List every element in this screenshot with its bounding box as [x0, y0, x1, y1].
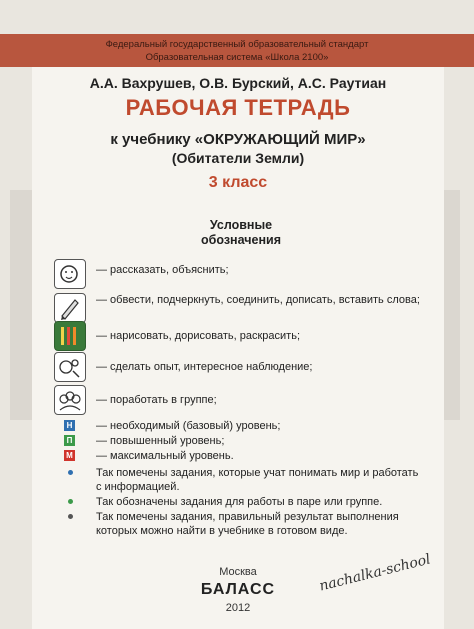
header-band: [0, 34, 474, 67]
pencil-icon: [54, 293, 86, 323]
system-line: Образовательная система «Школа 2100»: [145, 52, 329, 63]
marker-dot: [68, 514, 73, 519]
level-text: — максимальный уровень.: [96, 450, 234, 462]
year: 2012: [225, 602, 251, 614]
marker-dot: [68, 470, 73, 475]
level-text: — повышенный уровень;: [96, 435, 225, 447]
publisher-logo: БАЛАСС: [200, 581, 276, 598]
marker-text: Так обозначены задания для работы в паре или группе.: [96, 496, 383, 508]
legend-item-text: — обвести, подчеркнуть, соединить, дописать, вставить слова;: [96, 294, 420, 306]
page-title: РАБОЧАЯ ТЕТРАДЬ: [125, 95, 351, 120]
marker-dot: [68, 499, 73, 504]
colored-pencils-icon: [54, 321, 86, 351]
experiment-icon: [54, 352, 86, 382]
city: Москва: [219, 566, 257, 578]
legend-heading: [186, 218, 296, 248]
legend-item-text: — сделать опыт, интересное наблюдение;: [96, 361, 313, 373]
legend-item-text: — поработать в группе;: [96, 394, 217, 406]
level-badge: П: [64, 435, 75, 446]
group-icon: [54, 385, 86, 415]
legend-item-text: — рассказать, объяснить;: [96, 264, 229, 276]
legend-item-text: — нарисовать, дорисовать, раскрасить;: [96, 330, 300, 342]
authors: А.А. Вахрушев, О.В. Бурский, А.С. Раутиан: [89, 75, 387, 91]
subtitle-2: (Обитатели Земли): [171, 150, 305, 166]
watermark: nachalka-school: [317, 551, 433, 595]
marker-text: Так помечены задания, которые учат понимать мир и работать с информацией.: [96, 467, 419, 493]
face-speaking-icon: [54, 259, 86, 289]
level-text: — необходимый (базовый) уровень;: [96, 420, 281, 432]
standard-line: Федеральный государственный образовательный стандарт: [105, 39, 369, 50]
level-badge: Н: [64, 420, 75, 431]
legend-heading-line1: Условные: [209, 218, 273, 232]
cover-page: [32, 67, 444, 629]
marker-text: Так помечены задания, правильный результат выполнения которых можно найти в учебнике в готовом виде.: [96, 511, 399, 537]
level-badge: М: [64, 450, 75, 461]
subtitle: к учебнику «ОКРУЖАЮЩИЙ МИР»: [110, 131, 366, 148]
legend-heading-line2: обозначения: [201, 233, 281, 247]
grade: 3 класс: [208, 174, 268, 191]
